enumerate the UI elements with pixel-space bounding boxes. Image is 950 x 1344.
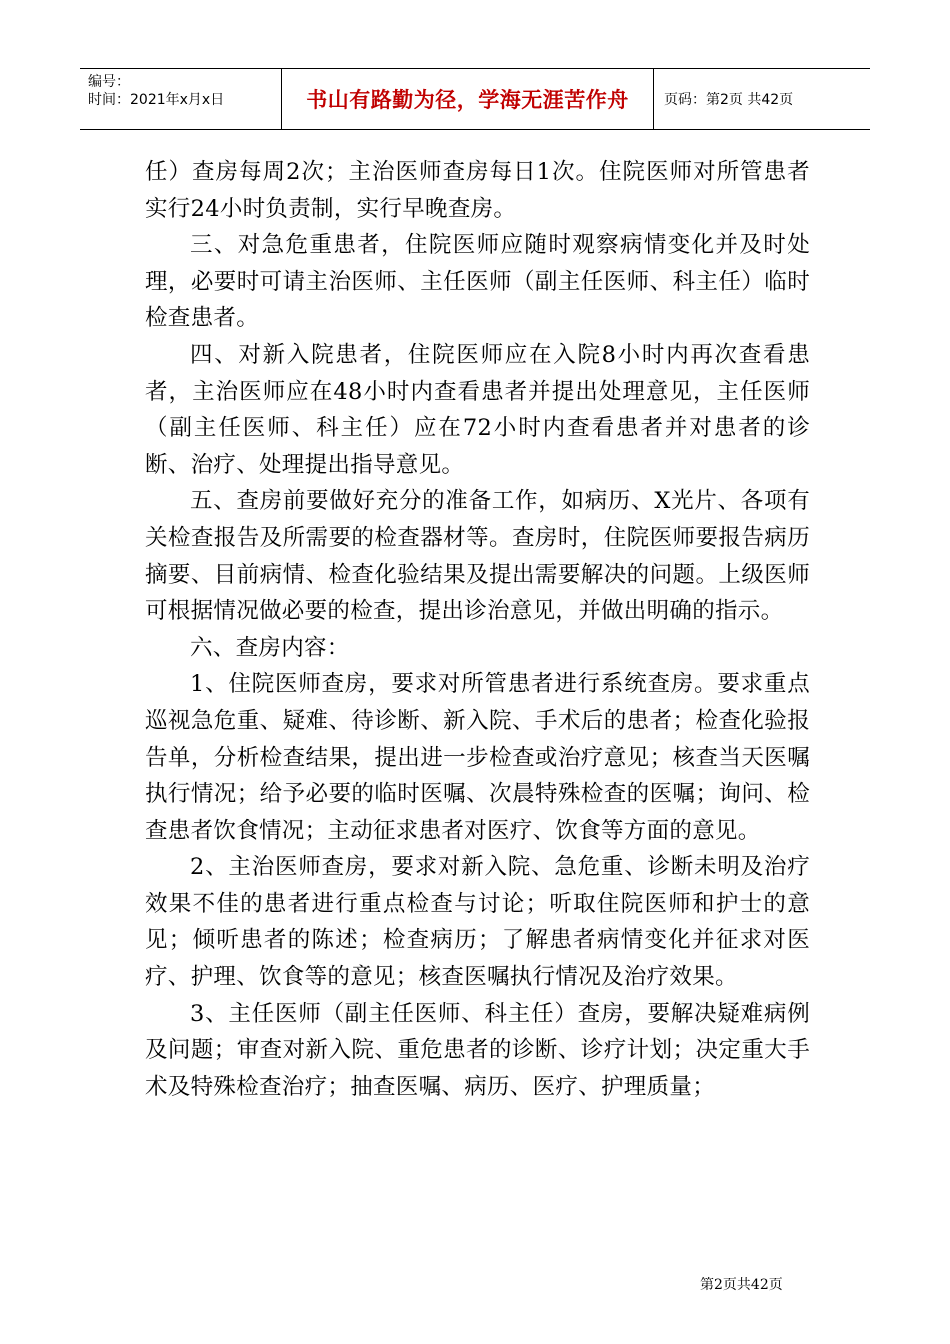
paragraph-item-4: 四、对新入院患者，住院医师应在入院8小时内再次查看患者，主治医师应在48小时内查看患者并提出处理意见，主任医师（副主任医师、科主任）应在72小时内查看患者并对患者的诊断、治疗、处理提出指导意见。 <box>145 341 810 478</box>
header-motto-cell <box>282 69 654 129</box>
header-page-code-cell <box>654 69 870 129</box>
paragraph-item-5: 五、查房前要做好充分的准备工作，如病历、X光片、各项有关检查报告及所需要的检查器材等。查房时，住院医师要报告病历摘要、目前病情、检查化验结果及提出需要解决的问题。上级医师可根据情况做必要的检查，提出诊治意见，并做出明确的指示。 <box>145 488 810 625</box>
paragraph-subitem-3: 3、主任医师（副主任医师、科主任）查房，要解决疑难病例及问题；审查对新入院、重危患者的诊断、诊疗计划；决定重大手术及特殊检查治疗；抽查医嘱、病历、医疗、护理质量； <box>145 1000 810 1100</box>
paragraph-continuation: 任）查房每周2次；主治医师查房每日1次。住院医师对所管患者实行24小时负责制，实行早晚查房。 <box>145 159 810 222</box>
paragraph-item-3: 三、对急危重患者，住院医师应随时观察病情变化并及时处理，必要时可请主治医师、主任医师（副主任医师、科主任）临时检查患者。 <box>145 232 810 332</box>
header-motto: 书山有路勤为径，学海无涯苦作舟 <box>306 88 629 112</box>
page-header <box>80 68 870 130</box>
document-time-label: 时间：2021年x月x日 <box>88 92 225 108</box>
paragraph-subitem-1: 1、住院医师查房，要求对所管患者进行系统查房。要求重点巡视急危重、疑难、待诊断、新入院、手术后的患者；检查化验报告单，分析检查结果，提出进一步检查或治疗意见；核查当天医嘱执行情况；给予必要的临时医嘱、次晨特殊检查的医嘱；询问、检查患者饮食情况；主动征求患者对医疗、饮食等方面的意见。 <box>145 671 810 844</box>
header-page-code: 页码：第2页 共42页 <box>664 92 794 108</box>
page-footer: 第2页共42页 <box>700 1277 783 1293</box>
paragraph-item-6-heading: 六、查房内容： <box>190 634 350 661</box>
document-number-label: 编号： <box>88 74 130 90</box>
paragraph-subitem-2: 2、主治医师查房，要求对新入院、急危重、诊断未明及治疗效果不佳的患者进行重点检查与讨论；听取住院医师和护士的意见；倾听患者的陈述；检查病历；了解患者病情变化并征求对医疗、护理、饮食等的意见；核查医嘱执行情况及治疗效果。 <box>145 854 810 991</box>
header-meta <box>80 69 282 129</box>
document-body <box>145 154 810 1105</box>
